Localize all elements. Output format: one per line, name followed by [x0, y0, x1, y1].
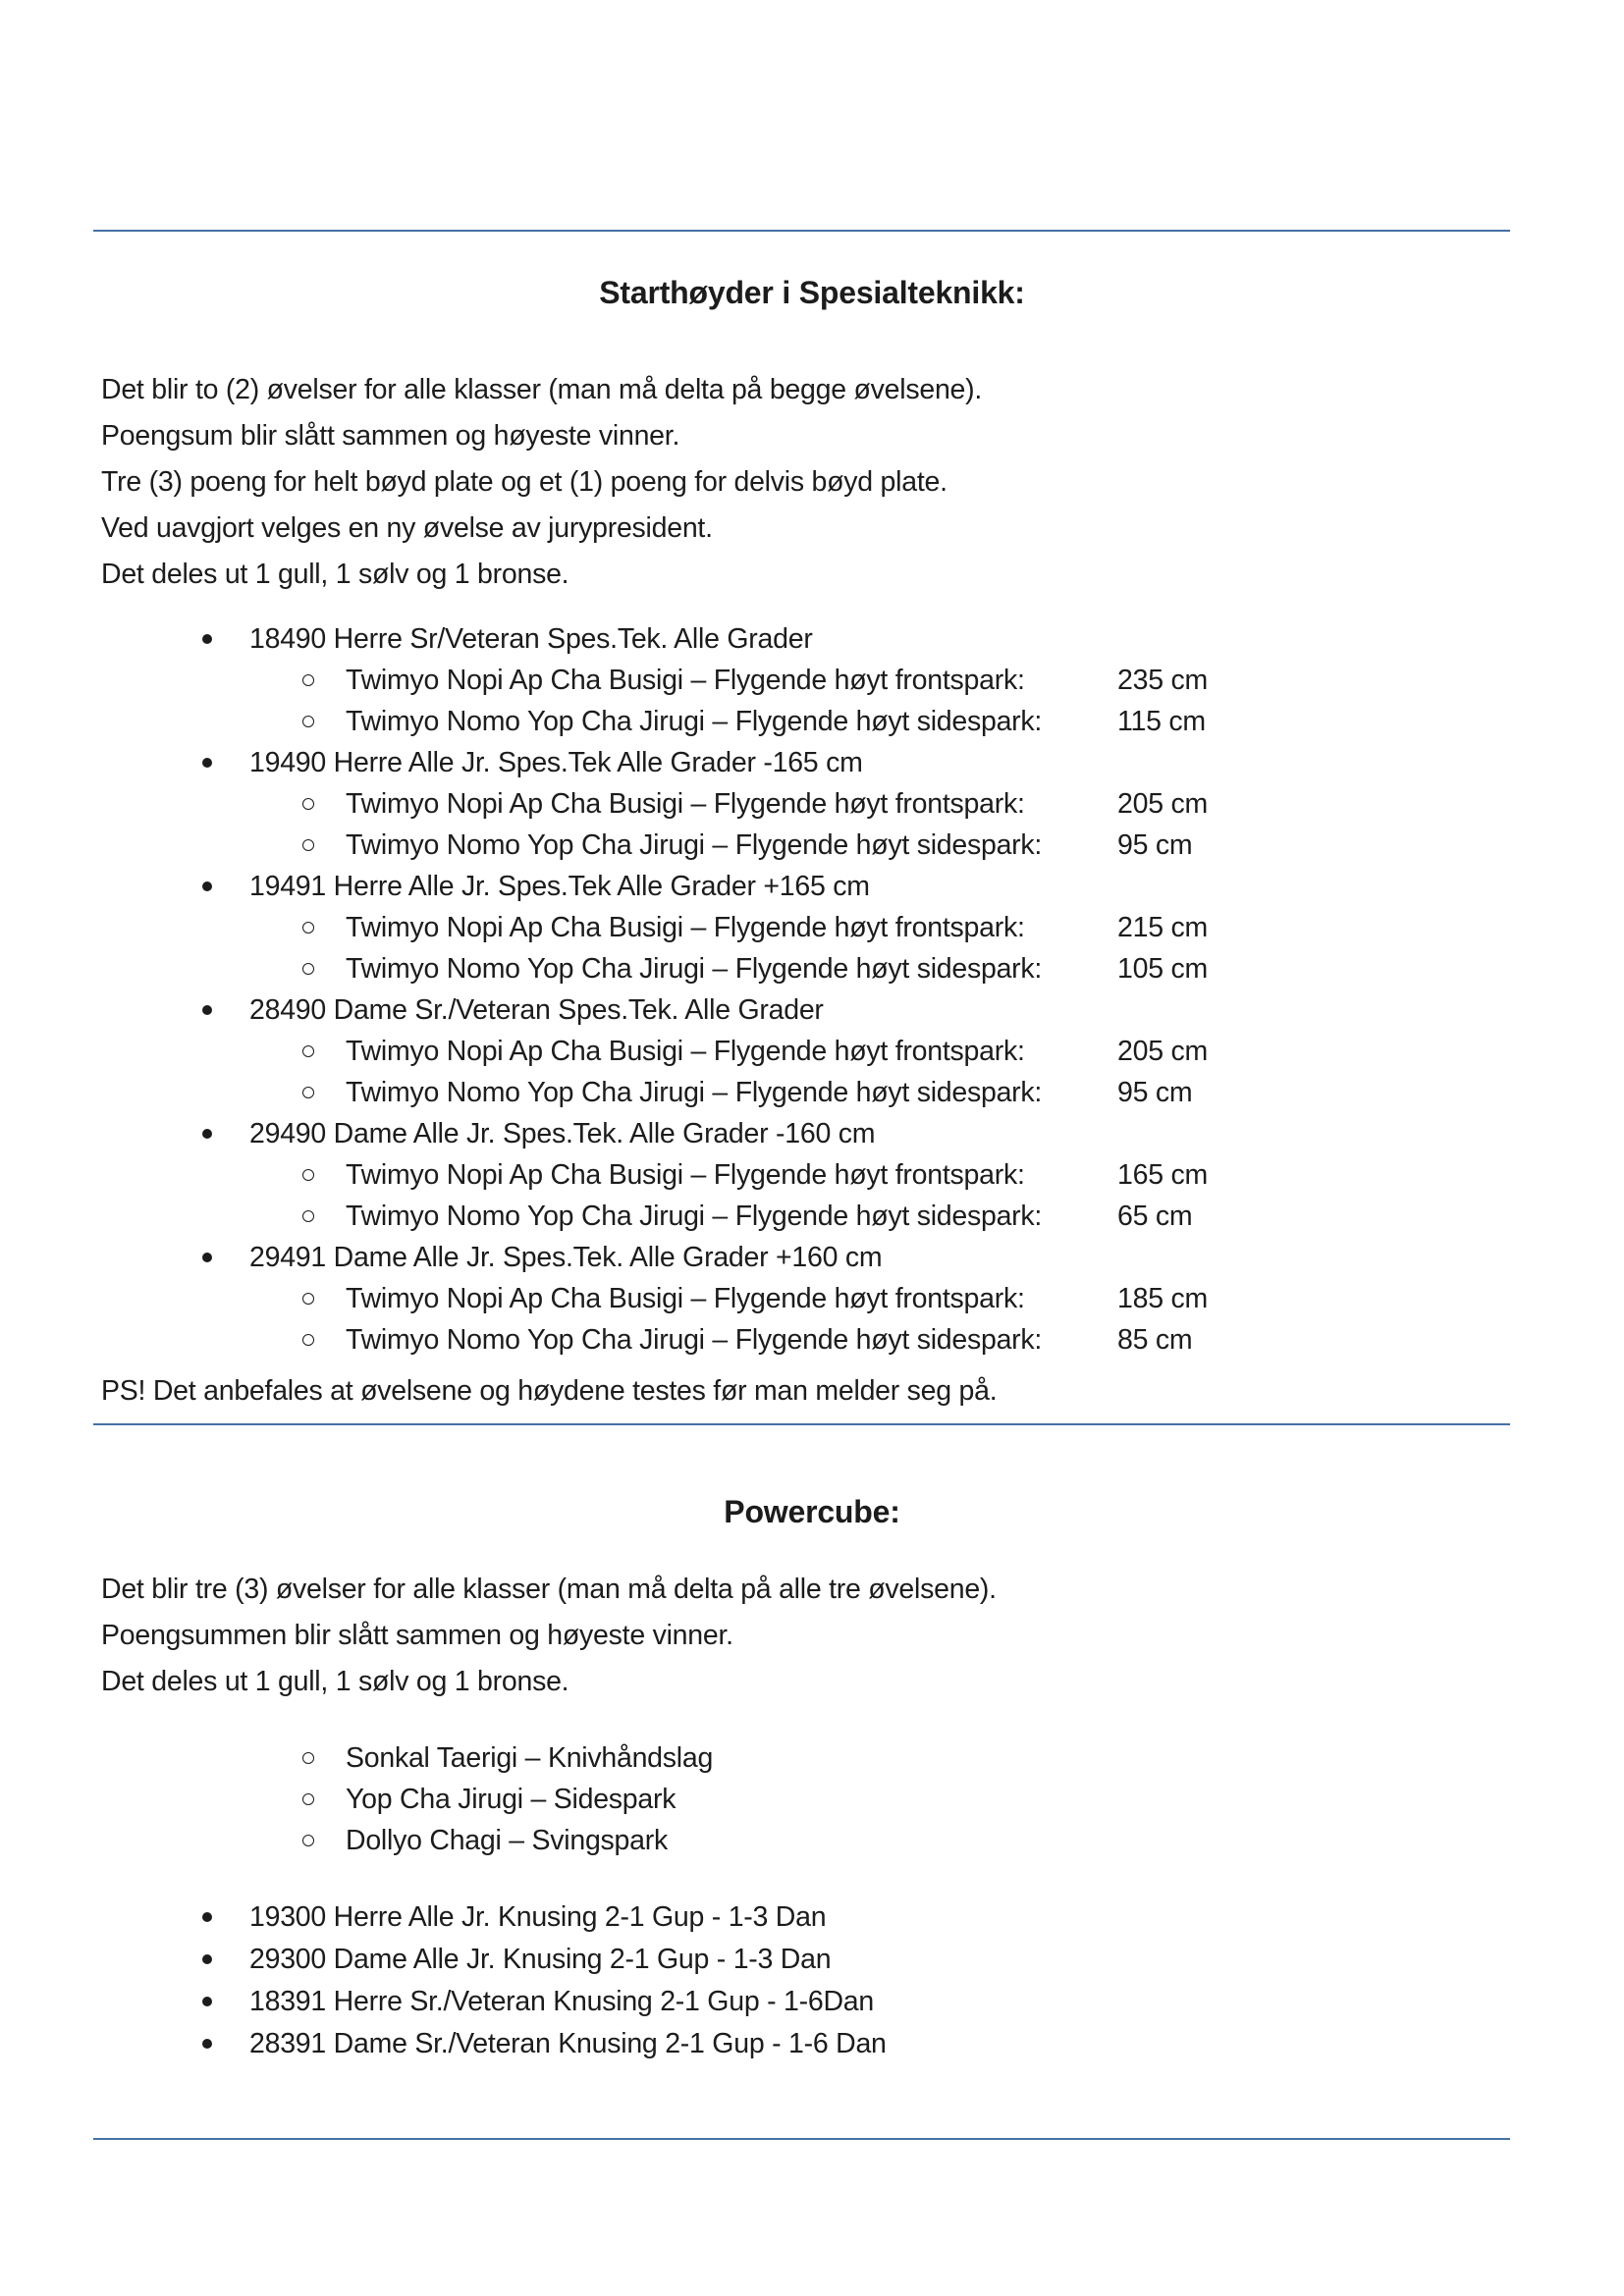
section-divider-top	[93, 230, 1510, 232]
class-group-title	[0, 989, 1624, 1031]
height-value: 215 cm	[1117, 912, 1208, 943]
class-group-label: 29490 Dame Alle Jr. Spes.Tek. Alle Grader -160 cm	[249, 1118, 876, 1149]
technique-row	[0, 907, 1624, 948]
bullet-icon	[202, 1997, 212, 2006]
class-row	[0, 1939, 1624, 1981]
circle-bullet-icon	[302, 1169, 314, 1181]
class-row	[0, 1981, 1624, 2023]
section2-intro	[101, 1567, 997, 1705]
circle-bullet-icon	[302, 839, 314, 851]
technique-label: Twimyo Nopi Ap Cha Busigi – Flygende høyt frontspark:	[346, 1283, 1025, 1314]
class-group-label: 19491 Herre Alle Jr. Spes.Tek Alle Grader +165 cm	[249, 871, 870, 902]
technique-row	[0, 701, 1624, 742]
technique-row	[0, 1196, 1624, 1237]
intro-line: Det deles ut 1 gull, 1 sølv og 1 bronse.	[101, 559, 569, 590]
class-row	[0, 2023, 1624, 2065]
technique-row	[0, 1072, 1624, 1113]
class-group-title	[0, 618, 1624, 660]
height-value: 185 cm	[1117, 1283, 1208, 1314]
technique-row	[0, 660, 1624, 701]
exercise-label: Sonkal Taerigi – Knivhåndslag	[346, 1742, 714, 1774]
class-label: 18391 Herre Sr./Veteran Knusing 2-1 Gup - 1-6Dan	[249, 1986, 874, 2017]
exercise-label: Yop Cha Jirugi – Sidespark	[346, 1784, 677, 1815]
circle-bullet-icon	[302, 1210, 314, 1222]
circle-bullet-icon	[302, 922, 314, 934]
technique-label: Twimyo Nomo Yop Cha Jirugi – Flygende høyt sidespark:	[346, 706, 1043, 737]
height-value: 165 cm	[1117, 1159, 1208, 1191]
technique-row	[0, 948, 1624, 989]
technique-label: Twimyo Nopi Ap Cha Busigi – Flygende høyt frontspark:	[346, 788, 1025, 820]
intro-line: Det blir to (2) øvelser for alle klasser (man må delta på begge øvelsene).	[101, 374, 983, 405]
circle-bullet-icon	[302, 963, 314, 975]
exercise-row	[0, 1737, 1624, 1779]
powercube-exercise-list	[0, 1737, 1624, 1861]
circle-bullet-icon	[302, 1752, 314, 1764]
height-value: 205 cm	[1117, 788, 1208, 820]
section1-title: Starthøyder i Spesialteknikk:	[599, 275, 1025, 310]
class-label: 29300 Dame Alle Jr. Knusing 2-1 Gup - 1-3 Dan	[249, 1944, 832, 1975]
class-group-label: 19490 Herre Alle Jr. Spes.Tek Alle Grader -165 cm	[249, 747, 863, 778]
circle-bullet-icon	[302, 1835, 314, 1846]
circle-bullet-icon	[302, 1045, 314, 1057]
technique-label: Twimyo Nomo Yop Cha Jirugi – Flygende høyt sidespark:	[346, 1077, 1043, 1108]
exercise-row	[0, 1779, 1624, 1820]
class-group-title	[0, 1113, 1624, 1154]
starting-heights-list	[0, 618, 1624, 1361]
bullet-icon	[202, 1912, 212, 1922]
bullet-icon	[202, 634, 212, 644]
technique-row	[0, 1031, 1624, 1072]
circle-bullet-icon	[302, 716, 314, 727]
class-group-label: 18490 Herre Sr/Veteran Spes.Tek. Alle Grader	[249, 623, 813, 655]
class-label: 19300 Herre Alle Jr. Knusing 2-1 Gup - 1-3 Dan	[249, 1901, 827, 1933]
technique-label: Twimyo Nopi Ap Cha Busigi – Flygende høyt frontspark:	[346, 1036, 1025, 1067]
height-value: 105 cm	[1117, 953, 1208, 985]
class-group-title	[0, 1237, 1624, 1278]
section1-intro	[101, 367, 982, 598]
ps-note: PS! Det anbefales at øvelsene og høydene testes før man melder seg på.	[101, 1375, 998, 1407]
technique-row	[0, 1319, 1624, 1361]
class-group-label: 28490 Dame Sr./Veteran Spes.Tek. Alle Grader	[249, 994, 824, 1026]
technique-label: Twimyo Nopi Ap Cha Busigi – Flygende høyt frontspark:	[346, 912, 1025, 943]
section2-title: Powercube:	[724, 1494, 900, 1529]
bullet-icon	[202, 1129, 212, 1139]
intro-line: Ved uavgjort velges en ny øvelse av jurypresident.	[101, 512, 713, 544]
bullet-icon	[202, 758, 212, 768]
section-divider-middle	[93, 1423, 1510, 1425]
class-group-title	[0, 866, 1624, 907]
bullet-icon	[202, 881, 212, 891]
height-value: 115 cm	[1117, 706, 1206, 737]
circle-bullet-icon	[302, 1087, 314, 1098]
height-value: 235 cm	[1117, 665, 1208, 696]
class-row	[0, 1896, 1624, 1939]
exercise-label: Dollyo Chagi – Svingspark	[346, 1825, 668, 1856]
bullet-icon	[202, 2039, 212, 2049]
intro-line: Poengsummen blir slått sammen og høyeste vinner.	[101, 1620, 733, 1651]
circle-bullet-icon	[302, 674, 314, 686]
intro-line: Tre (3) poeng for helt bøyd plate og et (1) poeng for delvis bøyd plate.	[101, 466, 947, 498]
intro-line: Poengsum blir slått sammen og høyeste vinner.	[101, 420, 680, 452]
circle-bullet-icon	[302, 1793, 314, 1805]
technique-label: Twimyo Nopi Ap Cha Busigi – Flygende høyt frontspark:	[346, 1159, 1025, 1191]
powercube-class-list	[0, 1896, 1624, 2065]
section-divider-bottom	[93, 2138, 1510, 2140]
technique-row	[0, 1154, 1624, 1196]
technique-row	[0, 783, 1624, 825]
technique-label: Twimyo Nomo Yop Cha Jirugi – Flygende høyt sidespark:	[346, 829, 1043, 861]
intro-line: Det deles ut 1 gull, 1 sølv og 1 bronse.	[101, 1666, 569, 1697]
height-value: 65 cm	[1117, 1201, 1193, 1232]
technique-row	[0, 825, 1624, 866]
technique-row	[0, 1278, 1624, 1319]
circle-bullet-icon	[302, 1293, 314, 1305]
bullet-icon	[202, 1005, 212, 1015]
height-value: 95 cm	[1117, 829, 1193, 861]
bullet-icon	[202, 1954, 212, 1964]
intro-line: Det blir tre (3) øvelser for alle klasser (man må delta på alle tre øvelsene).	[101, 1574, 997, 1605]
technique-label: Twimyo Nomo Yop Cha Jirugi – Flygende høyt sidespark:	[346, 953, 1043, 985]
technique-label: Twimyo Nomo Yop Cha Jirugi – Flygende høyt sidespark:	[346, 1201, 1043, 1232]
circle-bullet-icon	[302, 798, 314, 810]
class-label: 28391 Dame Sr./Veteran Knusing 2-1 Gup - 1-6 Dan	[249, 2028, 887, 2059]
exercise-row	[0, 1820, 1624, 1861]
height-value: 95 cm	[1117, 1077, 1193, 1108]
height-value: 85 cm	[1117, 1324, 1193, 1356]
bullet-icon	[202, 1253, 212, 1262]
circle-bullet-icon	[302, 1334, 314, 1346]
technique-label: Twimyo Nopi Ap Cha Busigi – Flygende høyt frontspark:	[346, 665, 1025, 696]
technique-label: Twimyo Nomo Yop Cha Jirugi – Flygende høyt sidespark:	[346, 1324, 1043, 1356]
class-group-label: 29491 Dame Alle Jr. Spes.Tek. Alle Grader +160 cm	[249, 1242, 883, 1273]
class-group-title	[0, 742, 1624, 783]
height-value: 205 cm	[1117, 1036, 1208, 1067]
